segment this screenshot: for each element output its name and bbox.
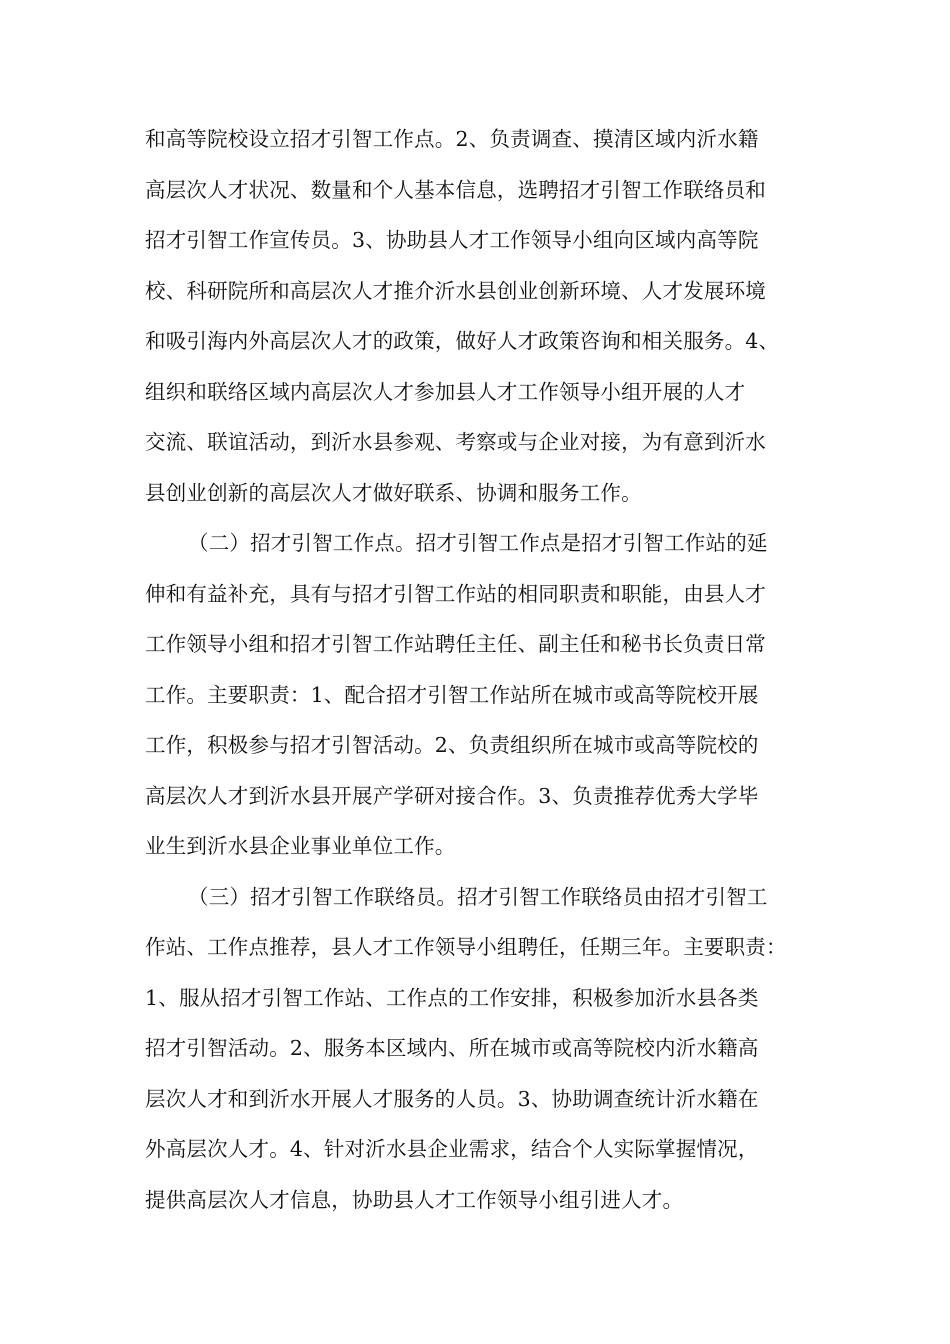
paragraph-line: 高层次人才到沂水县开展产学研对接合作。3、负责推荐优秀大学毕	[145, 784, 759, 808]
paragraph-line: 和吸引海内外高层次人才的政策，做好人才政策咨询和相关服务。4、	[145, 329, 780, 353]
paragraph-line: 业生到沂水县企业事业单位工作。	[145, 834, 456, 858]
paragraph-line: 工作。主要职责：1、配合招才引智工作站所在城市或高等院校开展	[145, 683, 759, 707]
paragraph-line: 交流、联谊活动，到沂水县参观、考察或与企业对接，为有意到沂水	[145, 430, 766, 454]
paragraph-line: 提供高层次人才信息，协助县人才工作领导小组引进人才。	[145, 1188, 684, 1212]
paragraph-line: 外高层次人才。4、针对沂水县企业需求，结合个人实际掌握情况，	[145, 1137, 759, 1161]
paragraph-line: 招才引智活动。2、服务本区域内、所在城市或高等院校内沂水籍高	[145, 1036, 759, 1060]
paragraph-line: 高层次人才状况、数量和个人基本信息，选聘招才引智工作联络员和	[145, 178, 766, 202]
section-heading-line: （三）招才引智工作联络员。招才引智工作联络员由招才引智工	[188, 885, 768, 909]
paragraph-line: 伸和有益补充，具有与招才引智工作站的相同职责和职能，由县人才	[145, 582, 766, 606]
paragraph-line: 层次人才和到沂水开展人才服务的人员。3、协助调查统计沂水籍在	[145, 1087, 759, 1111]
paragraph-line: 工作领导小组和招才引智工作站聘任主任、副主任和秘书长负责日常	[145, 632, 766, 656]
paragraph-line: 校、科研院所和高层次人才推介沂水县创业创新环境、人才发展环境	[145, 279, 766, 303]
paragraph-line: 作站、工作点推荐，县人才工作领导小组聘任，任期三年。主要职责：	[145, 935, 787, 959]
paragraph-line: 县创业创新的高层次人才做好联系、协调和服务工作。	[145, 481, 642, 505]
paragraph-line: 1、服从招才引智工作站、工作点的工作安排，积极参加沂水县各类	[145, 986, 759, 1010]
paragraph-line: 和高等院校设立招才引智工作点。2、负责调查、摸清区域内沂水籍	[145, 127, 759, 151]
paragraph-line: 招才引智工作宣传员。3、协助县人才工作领导小组向区域内高等院	[145, 228, 759, 252]
paragraph-line: 工作，积极参与招才引智活动。2、负责组织所在城市或高等院校的	[145, 733, 759, 757]
paragraph-line: 组织和联络区域内高层次人才参加县人才工作领导小组开展的人才	[145, 380, 746, 404]
section-heading-line: （二）招才引智工作点。招才引智工作点是招才引智工作站的延	[188, 531, 768, 555]
